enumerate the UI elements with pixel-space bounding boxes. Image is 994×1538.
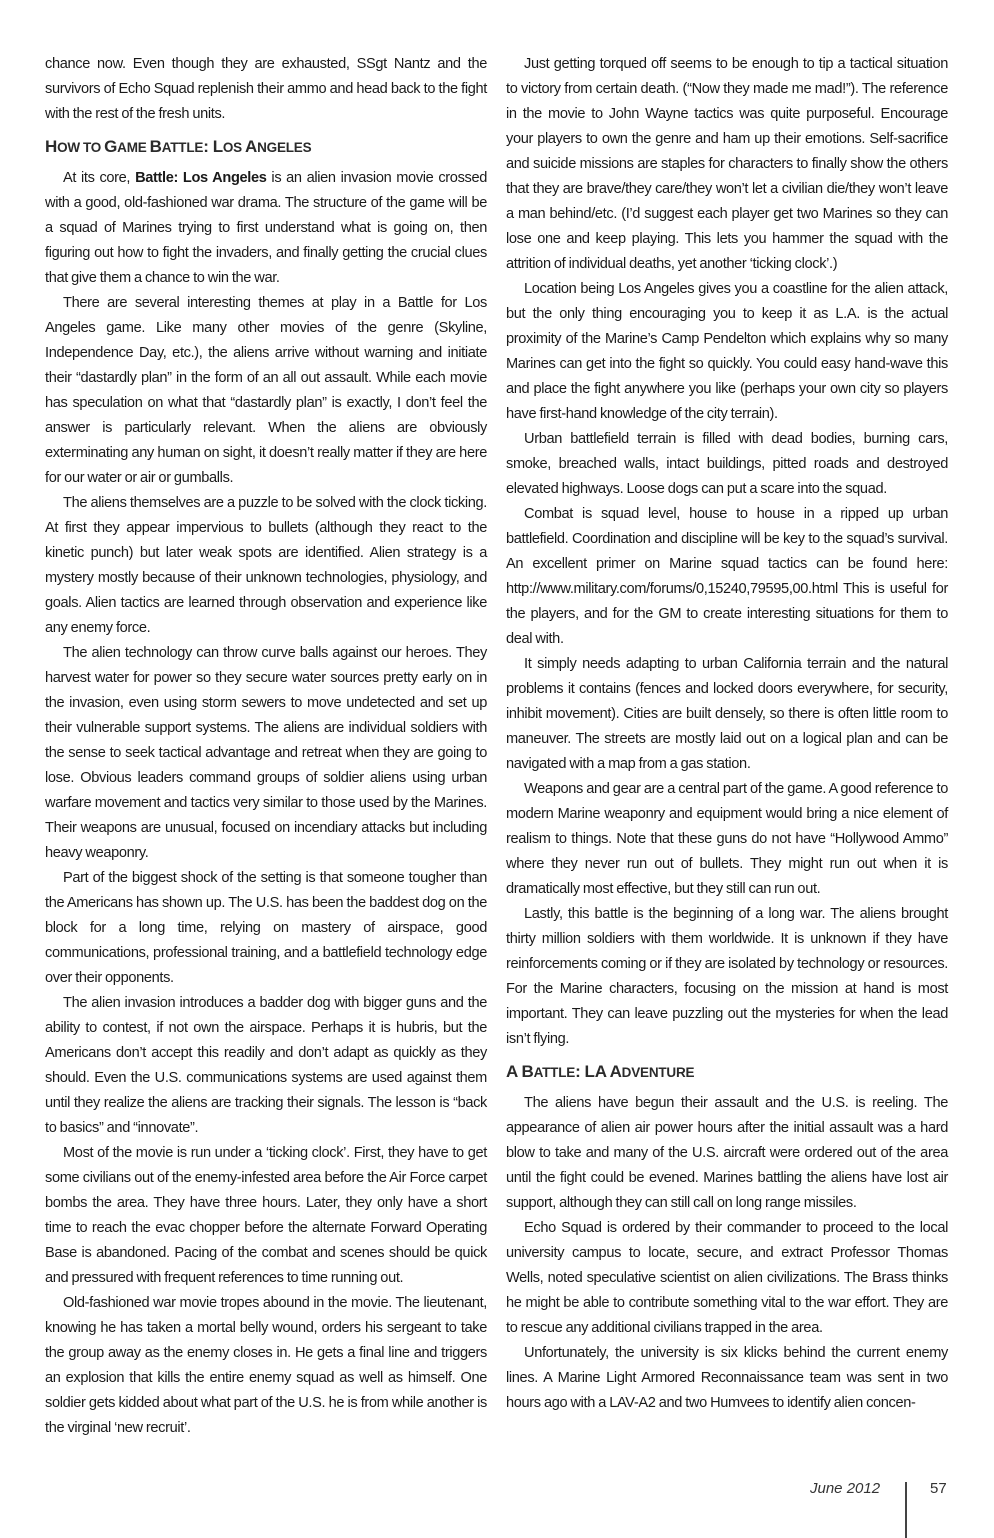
paragraph: Just getting torqued off seems to be enough to tip a tactical situation to victory from certain death. (“Now they made me mad!”). The reference in the movie to John Wayne tactics was quite purposeful. Encourage your players to own the genre and ham up their emotions. Self-sacrifice and suicide missions are staples for characters to finally show the others that they are brave/they care/they won’t let a civilian die/they won’t leave a man behind/etc. (I’d suggest each player get two Marines so they can lose one and keep playing. This lets you hammer the squad with the attrition of individual deaths, yet another ‘ticking clock’.) bbox=[506, 56, 948, 272]
section-heading-adventure: A BATTLE: LA ADVENTURE bbox=[506, 1062, 695, 1081]
paragraph: The aliens themselves are a puzzle to be solved with the clock ticking. At first they appear impervious to bullets (although they react to the kinetic punch) but later weak spots are identified. Alien strategy is a mystery mostly because of their unknown technologies, physiology, and goals. Alien tactics are learned through observation and experience like any enemy force. bbox=[45, 495, 487, 636]
left-column bbox=[45, 52, 487, 1441]
paragraph: Lastly, this battle is the beginning of a long war. The aliens brought thirty million soldiers with them worldwide. It is unknown if they have reinforcements coming or if they are isolated by technology or resources. For the Marine characters, focusing on the mission at hand is most important. They can leave puzzling out the mysteries for when the lead isn’t flying. bbox=[506, 906, 948, 1047]
paragraph: Part of the biggest shock of the setting is that someone tougher than the Americans has shown up. The U.S. has been the baddest dog on the block for a long time, relying on mastery of airspace, good communications, professional training, and a battlefield technology edge over their opponents. bbox=[45, 870, 487, 986]
movie-title-bold: Battle: Los Angeles bbox=[135, 170, 267, 186]
paragraph: Old-fashioned war movie tropes abound in the movie. The lieutenant, knowing he has taken a mortal belly wound, orders his sergeant to take the group away as the enemy closes in. He gets a final line and triggers an explosion that kills the entire enemy squad as well as himself. One soldier gets kidded about what part of the U.S. he is from while another is the virginal ‘new recruit’. bbox=[45, 1295, 487, 1436]
footer-divider bbox=[905, 1482, 907, 1538]
paragraph: There are several interesting themes at play in a Battle for Los Angeles game. Like many other movies of the genre (Skyline, Independence Day, etc.), the aliens arrive without warning and initiate their “dastardly plan” in the form of an all out assault. While each movie has speculation on what that “dastardly plan” is exactly, I don’t feel the answer is particularly relevant. When the aliens are obviously exterminating any human on sight, it doesn’t really matter if they are here for our water or air or gumballs. bbox=[45, 295, 487, 486]
paragraph: Unfortunately, the university is six klicks behind the current enemy lines. A Marine Light Armored Reconnaissance team was sent in two hours ago with a LAV-A2 and two Humvees to identify alien concen- bbox=[506, 1345, 948, 1411]
paragraph: The alien technology can throw curve balls against our heroes. They harvest water for power so they secure water sources pretty early on in the invasion, even using storm sewers to move undetected and set up their vulnerable support systems. The aliens are individual soldiers with the sense to seek tactical advantage and retreat when they are going to lose. Obvious leaders command groups of soldier aliens using urban warfare movement and tactics very similar to those used by the Marines. Their weapons are unusual, focused on incendiary attacks but including heavy weaponry. bbox=[45, 645, 487, 861]
section-heading-how-to-game: HOW TO GAME BATTLE: LOS ANGELES bbox=[45, 137, 312, 156]
paragraph: The aliens have begun their assault and the U.S. is reeling. The appearance of alien air power hours after the initial assault was a hard blow to take and many of the U.S. aircraft were ordered out of the area until the fight could be evened. Marines battling the aliens have lost air support, although they can still call on long range missiles. bbox=[506, 1095, 948, 1211]
footer-issue-date: June 2012 bbox=[810, 1480, 881, 1497]
right-column bbox=[506, 52, 948, 1416]
paragraph: Urban battlefield terrain is filled with dead bodies, burning cars, smoke, breached walls, intact buildings, pitted roads and destroyed elevated highways. Loose dogs can put a scare into the squad. bbox=[506, 431, 948, 497]
page-number: 57 bbox=[930, 1480, 947, 1497]
paragraph: Weapons and gear are a central part of the game. A good reference to modern Marine weaponry and equipment would bring a nice element of realism to things. Note that these guns do not have “Hollywood Ammo” where they never run out of bullets. They might run out when it is dramatically most effective, but they still can run out. bbox=[506, 781, 948, 897]
paragraph: Location being Los Angeles gives you a coastline for the alien attack, but the only thing encouraging you to keep it as L.A. is the actual proximity of the Marine’s Camp Pendelton which explains why so many Marines can get into the fight so quickly. You could easy hand-wave this and place the fight anywhere you like (perhaps your own city so players have first-hand knowledge of the city terrain). bbox=[506, 281, 948, 422]
paragraph: At its core, Battle: Los Angeles is an alien invasion movie crossed with a good, old-fashioned war drama. The structure of the game will be a squad of Marines trying to first understand what is going on, then figuring out how to fight the invaders, and finally getting the crucial clues that give them a chance to win the war. bbox=[45, 170, 487, 286]
paragraph: Most of the movie is run under a ‘ticking clock’. First, they have to get some civilians out of the enemy-infested area before the Air Force carpet bombs the area. They have three hours. Later, they only have a short time to reach the evac chopper before the alternate Forward Operating Base is abandoned. Pacing of the combat and scenes should be quick and pressured with frequent references to time running out. bbox=[45, 1145, 487, 1286]
paragraph: Echo Squad is ordered by their commander to proceed to the local university campus to locate, secure, and extract Professor Thomas Wells, noted speculative scientist on alien civilizations. The Brass thinks he might be able to contribute something vital to the war effort. They are to rescue any additional civilians trapped in the area. bbox=[506, 1220, 948, 1336]
paragraph: chance now. Even though they are exhausted, SSgt Nantz and the survivors of Echo Squad replenish their ammo and head back to the fight with the rest of the fresh units. bbox=[45, 56, 487, 122]
paragraph: Combat is squad level, house to house in a ripped up urban battlefield. Coordination and discipline will be key to the squad’s survival. An excellent primer on Marine squad tactics can be found here: http://www.military.com/forums/0,15240,79595,00.html This is useful for the players, and for the GM to create interesting situations for them to deal with. bbox=[506, 506, 948, 647]
paragraph: It simply needs adapting to urban California terrain and the natural problems it contains (fences and locked doors everywhere, for security, inhibit movement). Cities are built densely, so there is often little room to maneuver. The streets are mostly laid out on a logical plan and can be navigated with a map from a gas station. bbox=[506, 656, 948, 772]
paragraph: The alien invasion introduces a badder dog with bigger guns and the ability to contest, if not own the airspace. Perhaps it is hubris, but the Americans don’t accept this readily and don’t adapt as quickly as they should. Even the U.S. communications systems are used against them until they realize the aliens are tracking their signals. The lesson is “back to basics” and “innovate”. bbox=[45, 995, 487, 1136]
